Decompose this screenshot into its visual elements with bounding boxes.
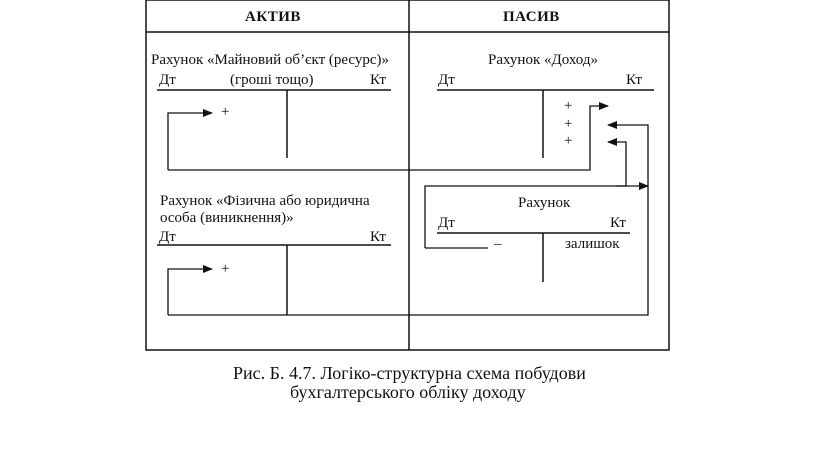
person-account-title-line1: Рахунок «Фізична або юридична	[160, 193, 370, 209]
result-account-title: Рахунок	[518, 195, 571, 211]
asset-dt: Дт	[159, 72, 176, 88]
header-active: АКТИВ	[245, 9, 301, 25]
person-plus-sign: +	[221, 261, 230, 277]
result-dt: Дт	[438, 215, 455, 231]
arrow-asset-to-income	[168, 106, 608, 170]
result-balance-label: залишок	[565, 236, 620, 252]
arrow-asset-loop	[168, 113, 212, 170]
asset-account-title: Рахунок «Майновий об’єкт (ресурс)»	[151, 52, 390, 68]
figure-caption-line2: бухгалтерського обліку доходу	[290, 382, 526, 402]
figure-caption-line1: Рис. Б. 4.7. Логіко-структурна схема побудови	[233, 363, 586, 383]
income-kt: Кт	[626, 72, 642, 88]
person-dt: Дт	[159, 229, 176, 245]
asset-kt: Кт	[370, 72, 386, 88]
income-plus-sign-3: +	[564, 133, 573, 149]
income-dt: Дт	[438, 72, 455, 88]
income-plus-sign-1: +	[564, 98, 573, 114]
result-minus-sign: –	[494, 236, 502, 252]
result-kt: Кт	[610, 215, 626, 231]
person-kt: Кт	[370, 229, 386, 245]
person-account-title-line2: особа (виникнення)»	[160, 210, 294, 226]
income-plus-sign-2: +	[564, 116, 573, 132]
asset-subtitle: (гроші тощо)	[230, 72, 314, 88]
header-passive: ПАСИВ	[503, 9, 560, 25]
asset-plus-sign: +	[221, 104, 230, 120]
income-account-title: Рахунок «Доход»	[488, 52, 598, 68]
arrow-person-loop	[168, 269, 212, 315]
